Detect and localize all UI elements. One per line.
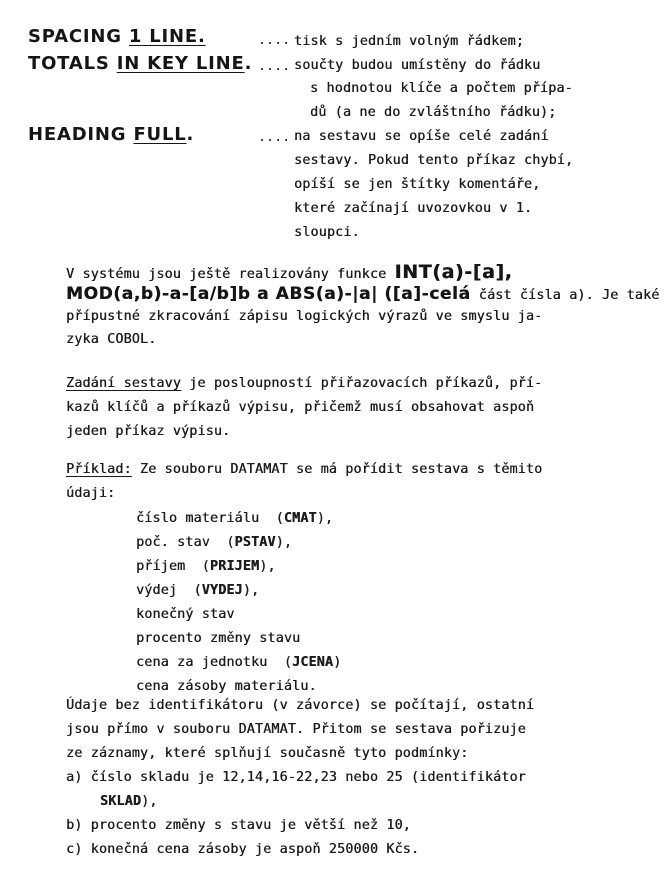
directive-keyword: TOTALS <box>28 53 117 74</box>
directive-spacing <box>28 26 206 47</box>
item-label: cena zásoby materiálu. <box>136 679 317 694</box>
leader-dots: .... <box>258 130 291 145</box>
item-label: konečný stav <box>136 607 235 622</box>
example-item <box>136 606 235 623</box>
condition-a-cont <box>100 793 158 810</box>
directive-continuation: které začínají uvozovkou v 1. <box>294 201 533 216</box>
example-item <box>136 654 341 671</box>
leader-dots: .... <box>258 59 291 74</box>
sklad-identifier: SKLAD <box>100 794 142 809</box>
item-tail: ), <box>316 511 334 526</box>
example-item <box>136 534 292 551</box>
directive-rest: LINE. <box>142 26 206 47</box>
directive-heading <box>28 124 194 145</box>
zadani-term: Zadání sestavy <box>66 376 181 391</box>
directive-keyword-underlined: IN KEY LINE <box>116 53 245 74</box>
item-tail: ) <box>333 655 342 670</box>
functions-line-3: přípustné zkracování zápisu logických výrazů ve smyslu ja- <box>66 309 543 324</box>
directive-keyword: HEADING <box>28 124 134 145</box>
item-identifier: JCENA <box>292 655 334 670</box>
item-label: příjem ( <box>136 559 210 574</box>
item-label: cena za jednotku ( <box>136 655 293 670</box>
example-text: Ze souboru DATAMAT se má pořídit sestava s těmito <box>131 462 543 477</box>
item-label: procento změny stavu <box>136 631 301 646</box>
zadani-line-2: kazů klíčů a příkazů výpisu, přičemž musí obsahovat aspoň <box>66 400 535 415</box>
sklad-tail: ), <box>141 794 158 809</box>
leader-dots: .... <box>258 33 291 48</box>
item-identifier: PRIJEM <box>209 559 260 574</box>
zadani-line-1 <box>66 375 542 392</box>
item-identifier: CMAT <box>283 511 317 526</box>
directive-keyword: SPACING <box>28 26 122 47</box>
example-item <box>136 558 276 575</box>
directive-rest: . <box>244 53 253 74</box>
example-item <box>136 510 333 527</box>
condition-a: a) číslo skladu je 12,14,16-22,23 nebo 25 (identifikátor <box>66 770 526 785</box>
functions-line-1 <box>66 261 513 283</box>
example-item <box>136 678 317 695</box>
item-tail: ), <box>242 583 260 598</box>
condition-b: b) procento změny s stavu je větší než 10, <box>66 818 411 833</box>
zadani-line-3: jeden příkaz výpisu. <box>66 424 231 439</box>
functions-intro: V systému jsou ještě realizovány funkce <box>66 267 395 282</box>
example-line-1 <box>66 461 542 478</box>
item-label: poč. stav ( <box>136 535 235 550</box>
functions-line-2 <box>66 286 659 304</box>
item-label: výdej ( <box>136 583 202 598</box>
item-identifier: VYDEJ <box>201 583 243 598</box>
directive-number: 1 <box>128 26 143 47</box>
item-tail: ), <box>259 559 276 574</box>
directive-continuation: sloupci. <box>294 225 360 240</box>
zadani-text: je posloupností přiřazovacích příkazů, pří- <box>180 376 543 391</box>
directive-continuation: s hodnotou klíče a počtem přípa- <box>310 81 573 96</box>
example-term: Příklad: <box>66 462 132 477</box>
directive-keyword-underlined: FULL <box>133 124 187 145</box>
example-item <box>136 582 259 599</box>
functions-line-4: zyka COBOL. <box>66 332 157 347</box>
directive-description: na sestavu se opíše celé zadání <box>294 129 549 144</box>
example-after-1: Údaje bez identifikátoru (v závorce) se počítají, ostatní <box>66 698 535 713</box>
item-label: číslo materiálu ( <box>136 511 284 526</box>
directive-description: součty budou umístěny do řádku <box>294 58 541 73</box>
example-line-2: údaji: <box>66 486 116 501</box>
directive-continuation: sestavy. Pokud tento příkaz chybí, <box>294 153 574 168</box>
directive-continuation: dů (a ne do zvláštního řádku); <box>310 105 557 120</box>
directive-rest: . <box>186 124 195 145</box>
item-tail: ), <box>275 535 293 550</box>
directive-totals <box>28 53 252 74</box>
condition-c: c) konečná cena zásoby je aspoň 250000 Kčs. <box>66 842 420 857</box>
item-identifier: PSTAV <box>234 535 276 550</box>
int-function: INT(a)-[a], <box>394 261 513 283</box>
directive-description: tisk s jedním volným řádkem; <box>294 34 524 49</box>
functions-tail: část čísla a). Je také <box>470 288 660 303</box>
example-after-2: jsou přímo v souboru DATAMAT. Přitom se sestava pořizuje <box>66 722 526 737</box>
mod-abs-functions: MOD(a,b)-a-[a/b]b a ABS(a)-|a| ([a]-celá <box>66 284 471 304</box>
example-after-3: ze záznamy, které splňují současně tyto podmínky: <box>66 746 469 761</box>
directive-continuation: opíší se jen štítky komentáře, <box>294 177 541 192</box>
example-item <box>136 630 300 647</box>
